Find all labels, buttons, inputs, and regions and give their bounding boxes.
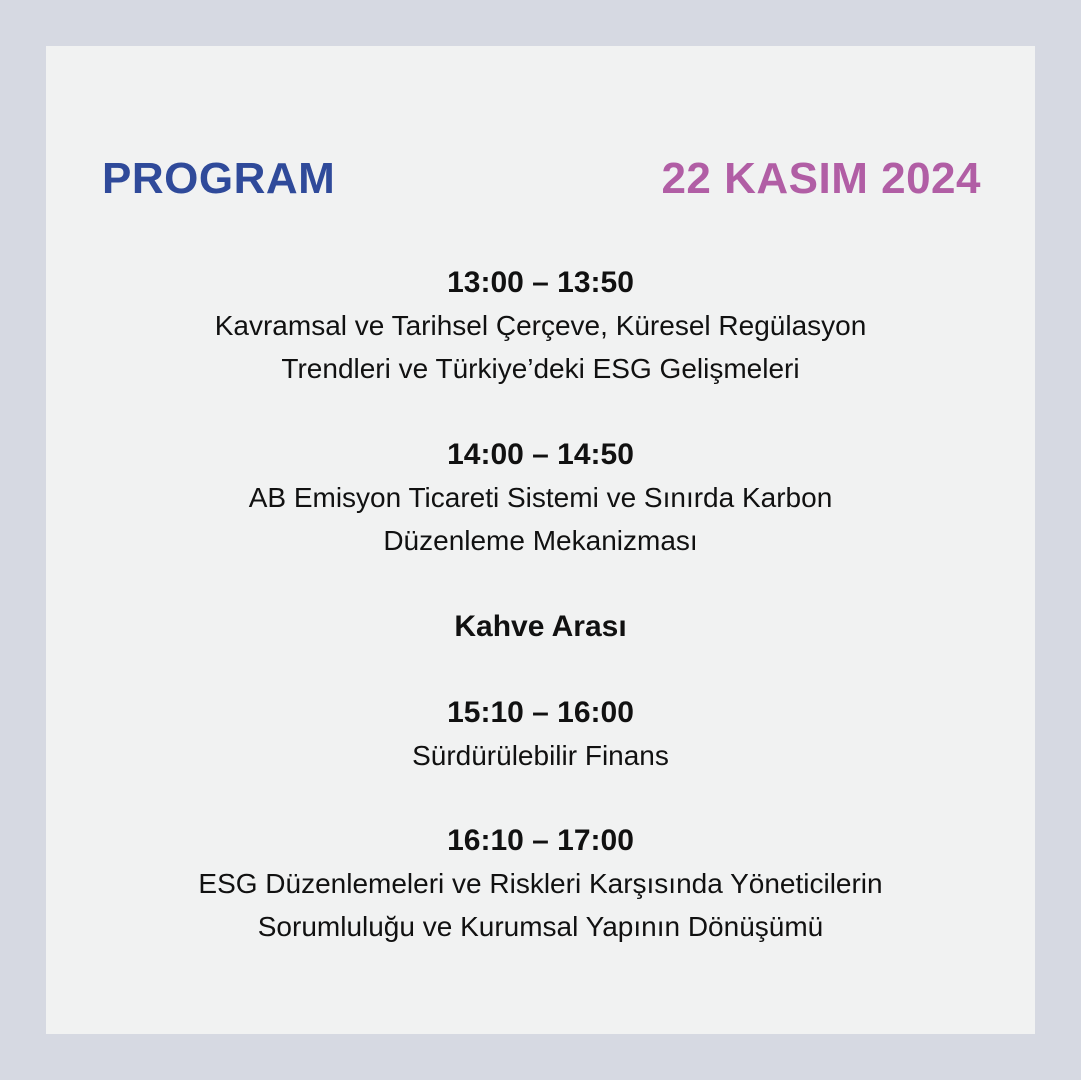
program-date: 22 KASIM 2024 (661, 154, 981, 203)
session-title-line: Kavramsal ve Tarihsel Çerçeve, Küresel Regülasyon (214, 310, 867, 341)
session-time: 13:00 – 13:50 (447, 266, 634, 299)
schedule-item (46, 692, 1035, 777)
session-title-line: Trendleri ve Türkiye’deki ESG Gelişmeleri (281, 353, 800, 384)
session-title-line: AB Emisyon Ticareti Sistemi ve Sınırda Karbon (248, 482, 833, 513)
session-title-line: Sürdürülebilir Finans (412, 740, 669, 771)
session-title-line: Sorumluluğu ve Kurumsal Yapının Dönüşümü (257, 911, 824, 942)
program-card (46, 46, 1035, 1034)
schedule-item (46, 262, 1035, 390)
session-time: 14:00 – 14:50 (447, 438, 634, 471)
session-title-line: Düzenleme Mekanizması (383, 525, 698, 556)
coffee-break-label: Kahve Arası (454, 610, 627, 643)
session-time: 16:10 – 17:00 (447, 824, 634, 857)
program-header (46, 154, 1035, 214)
program-title: PROGRAM (102, 154, 336, 203)
coffee-break-item (46, 606, 1035, 648)
schedule-item (46, 820, 1035, 948)
schedule-item (46, 434, 1035, 562)
session-title-line: ESG Düzenlemeleri ve Riskleri Karşısında Yöneticilerin (198, 868, 883, 899)
session-time: 15:10 – 16:00 (447, 696, 634, 729)
